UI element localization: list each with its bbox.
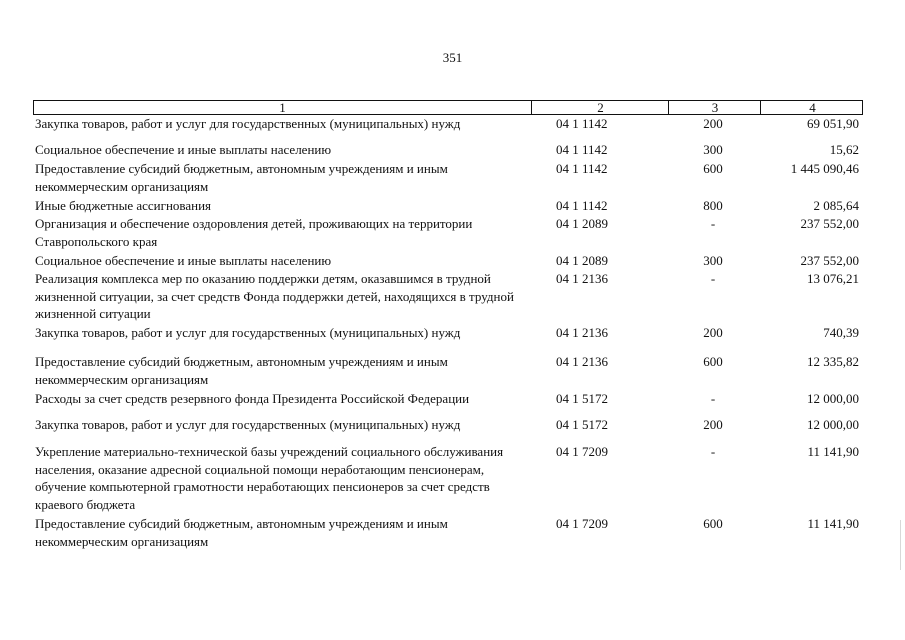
row-code: 04 1 1142 (556, 116, 608, 131)
row-name: Укрепление материально-технической базы учреждений социального обслуживания населения, оказание адресной социальной помощи неработающим пенсионерам, обучение компьютерной грамотности неработающих пенсионеров за счет средств краевого бюджета (35, 444, 504, 512)
row-expense-type: 800 (703, 198, 723, 213)
page-number: 351 (442, 50, 463, 65)
row-code: 04 1 2089 (556, 253, 608, 268)
row-sum: 11 141,90 (807, 444, 859, 459)
row-expense-type: 600 (703, 354, 723, 369)
column-header-4: 4 (760, 101, 864, 114)
row-expense-type: 300 (703, 253, 723, 268)
row-sum: 740,39 (823, 325, 859, 340)
row-sum: 12 000,00 (807, 417, 859, 432)
row-code: 04 1 2089 (556, 216, 608, 231)
row-name: Предоставление субсидий бюджетным, автономным учреждениям и иным некоммерческим организациям (35, 354, 448, 387)
row-expense-type: 200 (703, 116, 723, 131)
column-header-3: 3 (668, 101, 761, 114)
row-code: 04 1 1142 (556, 198, 608, 213)
column-header-2: 2 (531, 101, 669, 114)
row-sum: 237 552,00 (800, 253, 859, 268)
row-name: Закупка товаров, работ и услуг для государственных (муниципальных) нужд (35, 116, 461, 131)
row-code: 04 1 7209 (556, 516, 608, 531)
row-expense-type: - (710, 391, 716, 406)
row-sum: 2 085,64 (813, 198, 859, 213)
row-name: Социальное обеспечение и иные выплаты населению (35, 253, 332, 268)
column-header-1: 1 (279, 100, 286, 115)
row-code: 04 1 5172 (556, 417, 608, 432)
row-expense-type: 200 (703, 325, 723, 340)
row-code: 04 1 1142 (556, 142, 608, 157)
row-expense-type: 600 (703, 516, 723, 531)
row-name: Расходы за счет средств резервного фонда Президента Российской Федерации (35, 391, 470, 406)
table-header (33, 100, 863, 115)
row-expense-type: - (710, 271, 716, 286)
row-sum: 237 552,00 (800, 216, 859, 231)
row-expense-type: - (710, 444, 716, 459)
row-code: 04 1 2136 (556, 271, 608, 286)
row-sum: 1 445 090,46 (790, 161, 859, 176)
row-sum: 69 051,90 (807, 116, 859, 131)
row-name: Закупка товаров, работ и услуг для государственных (муниципальных) нужд (35, 325, 461, 340)
row-name: Иные бюджетные ассигнования (35, 198, 212, 213)
row-code: 04 1 1142 (556, 161, 608, 176)
row-code: 04 1 2136 (556, 325, 608, 340)
row-name: Закупка товаров, работ и услуг для государственных (муниципальных) нужд (35, 417, 461, 432)
row-expense-type: - (710, 216, 716, 231)
row-name: Реализация комплекса мер по оказанию поддержки детям, оказавшимся в трудной жизненной ситуации, за счет средств Фонда поддержки детей, находящихся в трудной жизненной ситуации (35, 271, 514, 321)
row-name: Организация и обеспечение оздоровления детей, проживающих на территории Ставропольского края (35, 216, 473, 249)
row-expense-type: 300 (703, 142, 723, 157)
row-sum: 12 000,00 (807, 391, 859, 406)
row-expense-type: 600 (703, 161, 723, 176)
row-code: 04 1 5172 (556, 391, 608, 406)
row-name: Социальное обеспечение и иные выплаты населению (35, 142, 332, 157)
row-sum: 12 335,82 (807, 354, 859, 369)
row-code: 04 1 7209 (556, 444, 608, 459)
row-name: Предоставление субсидий бюджетным, автономным учреждениям и иным некоммерческим организациям (35, 161, 448, 194)
row-name: Предоставление субсидий бюджетным, автономным учреждениям и иным некоммерческим организациям (35, 516, 448, 549)
row-code: 04 1 2136 (556, 354, 608, 369)
row-sum: 11 141,90 (807, 516, 859, 531)
scan-edge-mark (900, 520, 901, 570)
row-sum: 13 076,21 (807, 271, 859, 286)
row-expense-type: 200 (703, 417, 723, 432)
row-sum: 15,62 (829, 142, 859, 157)
